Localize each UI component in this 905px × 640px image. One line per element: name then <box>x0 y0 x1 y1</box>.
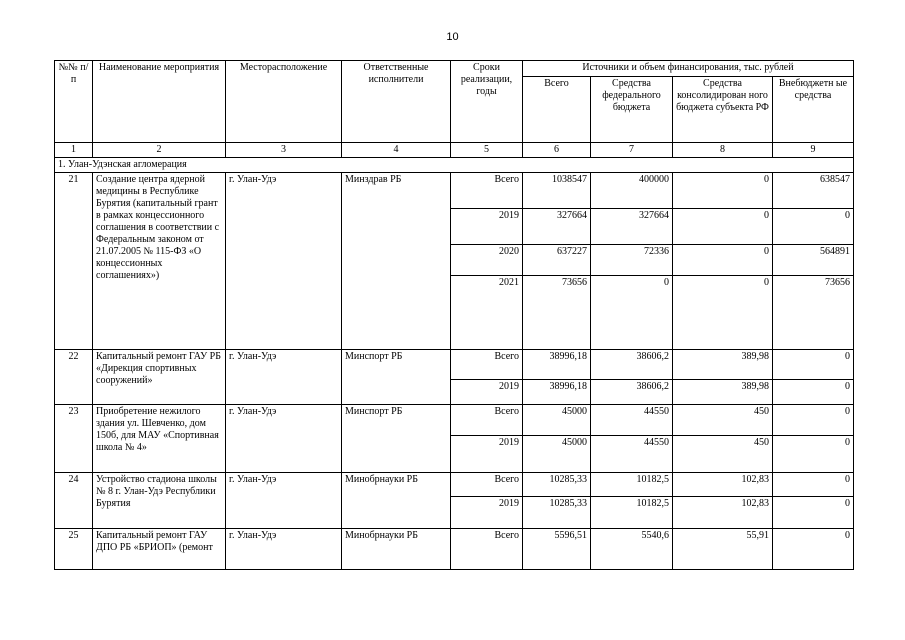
cell-federal: 5540,6 <box>591 529 673 570</box>
header-num: №№ п/п <box>55 61 93 143</box>
cell-federal: 72336 <box>591 245 673 276</box>
header-name: Наименование мероприятия <box>93 61 226 143</box>
cell-extra: 0 <box>773 436 854 473</box>
cell-year: Всего <box>451 405 523 436</box>
cell-total: 10285,33 <box>523 497 591 529</box>
col-number: 3 <box>226 143 342 158</box>
item-name: Капитальный ремонт ГАУ ДПО РБ «БРИОП» (ремонт <box>93 529 226 570</box>
cell-federal: 400000 <box>591 173 673 209</box>
cell-regional: 0 <box>673 245 773 276</box>
page-number: 10 <box>446 31 459 43</box>
cell-federal: 10182,5 <box>591 473 673 497</box>
item-executor: Минспорт РБ <box>342 405 451 473</box>
col-number: 2 <box>93 143 226 158</box>
item-executor: Минздрав РБ <box>342 173 451 350</box>
cell-year: Всего <box>451 529 523 570</box>
cell-regional: 102,83 <box>673 473 773 497</box>
col-number: 7 <box>591 143 673 158</box>
item-name: Приобретение нежилого здания ул. Шевченко, дом 150б, для МАУ «Спортивная школа № 4» <box>93 405 226 473</box>
cell-extra: 0 <box>773 405 854 436</box>
cell-regional: 450 <box>673 405 773 436</box>
cell-year: 2019 <box>451 497 523 529</box>
cell-federal: 327664 <box>591 209 673 245</box>
section-heading: 1. Улан-Удэнская агломерация <box>55 158 854 173</box>
cell-extra: 0 <box>773 209 854 245</box>
item-num: 24 <box>55 473 93 529</box>
cell-total: 637227 <box>523 245 591 276</box>
header-extra: Внебюджетн ые средства <box>773 77 854 143</box>
cell-total: 38996,18 <box>523 350 591 380</box>
header-total: Всего <box>523 77 591 143</box>
cell-year: 2020 <box>451 245 523 276</box>
header-funding: Источники и объем финансирования, тыс. рублей <box>523 61 854 77</box>
cell-extra: 0 <box>773 380 854 405</box>
item-executor: Минобрнауки РБ <box>342 473 451 529</box>
cell-total: 327664 <box>523 209 591 245</box>
cell-federal: 38606,2 <box>591 380 673 405</box>
cell-federal: 10182,5 <box>591 497 673 529</box>
header-regional: Средства консолидирован ного бюджета субъекта РФ <box>673 77 773 143</box>
item-num: 22 <box>55 350 93 405</box>
cell-extra: 0 <box>773 473 854 497</box>
item-num: 25 <box>55 529 93 570</box>
cell-regional: 0 <box>673 276 773 350</box>
cell-total: 38996,18 <box>523 380 591 405</box>
header-federal: Средства федерального бюджета <box>591 77 673 143</box>
cell-total: 45000 <box>523 436 591 473</box>
item-location: г. Улан-Удэ <box>226 350 342 405</box>
cell-regional: 389,98 <box>673 350 773 380</box>
cell-regional: 450 <box>673 436 773 473</box>
cell-year: Всего <box>451 473 523 497</box>
cell-total: 73656 <box>523 276 591 350</box>
item-name: Создание центра ядерной медицины в Республике Бурятия (капитальный грант в рамках концессионного соглашения в соответствии с Федеральным законом от 21.07.2005 № 115-ФЗ «О концессионных соглашениях») <box>93 173 226 350</box>
cell-year: 2019 <box>451 436 523 473</box>
cell-extra: 0 <box>773 529 854 570</box>
item-num: 21 <box>55 173 93 350</box>
item-location: г. Улан-Удэ <box>226 529 342 570</box>
col-number: 4 <box>342 143 451 158</box>
cell-regional: 389,98 <box>673 380 773 405</box>
cell-total: 45000 <box>523 405 591 436</box>
col-number: 8 <box>673 143 773 158</box>
header-executors: Ответственные исполнители <box>342 61 451 143</box>
cell-extra: 564891 <box>773 245 854 276</box>
cell-year: 2019 <box>451 380 523 405</box>
col-number: 5 <box>451 143 523 158</box>
financing-table <box>54 60 854 570</box>
header-terms: Сроки реализации, годы <box>451 61 523 143</box>
header-location: Месторасположение <box>226 61 342 143</box>
cell-year: 2021 <box>451 276 523 350</box>
cell-year: Всего <box>451 173 523 209</box>
cell-total: 5596,51 <box>523 529 591 570</box>
cell-regional: 0 <box>673 173 773 209</box>
cell-extra: 0 <box>773 497 854 529</box>
item-num: 23 <box>55 405 93 473</box>
item-name: Устройство стадиона школы № 8 г. Улан-Удэ Республики Бурятия <box>93 473 226 529</box>
cell-total: 1038547 <box>523 173 591 209</box>
cell-regional: 0 <box>673 209 773 245</box>
col-number: 9 <box>773 143 854 158</box>
item-location: г. Улан-Удэ <box>226 405 342 473</box>
cell-year: 2019 <box>451 209 523 245</box>
item-executor: Минобрнауки РБ <box>342 529 451 570</box>
cell-regional: 55,91 <box>673 529 773 570</box>
col-number: 1 <box>55 143 93 158</box>
cell-federal: 44550 <box>591 405 673 436</box>
cell-extra: 0 <box>773 350 854 380</box>
cell-extra: 73656 <box>773 276 854 350</box>
cell-federal: 44550 <box>591 436 673 473</box>
cell-federal: 0 <box>591 276 673 350</box>
col-number: 6 <box>523 143 591 158</box>
item-location: г. Улан-Удэ <box>226 473 342 529</box>
item-executor: Минспорт РБ <box>342 350 451 405</box>
cell-federal: 38606,2 <box>591 350 673 380</box>
cell-year: Всего <box>451 350 523 380</box>
cell-regional: 102,83 <box>673 497 773 529</box>
item-name: Капитальный ремонт ГАУ РБ «Дирекция спортивных сооружений» <box>93 350 226 405</box>
cell-extra: 638547 <box>773 173 854 209</box>
item-location: г. Улан-Удэ <box>226 173 342 350</box>
cell-total: 10285,33 <box>523 473 591 497</box>
